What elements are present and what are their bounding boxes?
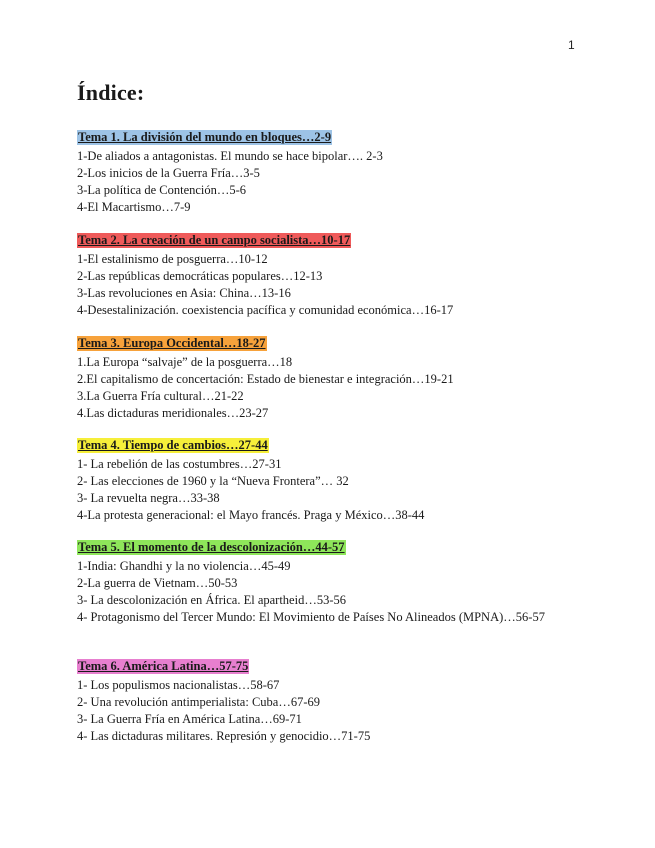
section-heading: Tema 4. Tiempo de cambios…27-44 (78, 438, 268, 452)
toc-section-6 (77, 657, 637, 745)
toc-entry: 2-Las repúblicas democráticas populares…12-13 (77, 269, 323, 283)
section-heading: Tema 1. La división del mundo en bloques…2-9 (78, 130, 332, 144)
toc-entry: 4.Las dictaduras meridionales…23-27 (77, 406, 269, 420)
toc-entry: 3- La Guerra Fría en América Latina…69-71 (77, 712, 302, 726)
toc-entry: 3.La Guerra Fría cultural…21-22 (77, 389, 244, 403)
toc-section-4 (77, 436, 637, 524)
toc-entry: 2-La guerra de Vietnam…50-53 (77, 576, 238, 590)
toc-entry: 3- La revuelta negra…33-38 (77, 491, 220, 505)
toc-entry: 1-De aliados a antagonistas. El mundo se hace bipolar…. 2-3 (77, 149, 383, 163)
toc-entry: 1-India: Ghandhi y la no violencia…45-49 (77, 559, 291, 573)
toc-entry: 4-Desestalinización. coexistencia pacífica y comunidad económica…16-17 (77, 303, 454, 317)
toc-entry: 3- La descolonización en África. El apartheid…53-56 (77, 593, 346, 607)
toc-entry: 1-El estalinismo de posguerra…10-12 (77, 252, 268, 266)
toc-section-2 (77, 231, 637, 319)
toc-entry: 2- Las elecciones de 1960 y la “Nueva Frontera”… 32 (77, 474, 349, 488)
toc-entry: 2-Los inicios de la Guerra Fría…3-5 (77, 166, 260, 180)
document-title: Índice: (77, 80, 145, 105)
toc-entry: 1- Los populismos nacionalistas…58-67 (77, 678, 280, 692)
toc-section-1 (77, 128, 637, 216)
section-heading: Tema 5. El momento de la descolonización…44-57 (78, 540, 345, 554)
toc-entry: 2.El capitalismo de concertación: Estado de bienestar e integración…19-21 (77, 372, 454, 386)
toc-entry: 1- La rebelión de las costumbres…27-31 (77, 457, 282, 471)
toc-entry: 1.La Europa “salvaje” de la posguerra…18 (77, 355, 293, 369)
toc-entry: 3-Las revoluciones en Asia: China…13-16 (77, 286, 291, 300)
section-heading: Tema 3. Europa Occidental…18-27 (78, 336, 266, 350)
toc-entry: 4-El Macartismo…7-9 (77, 200, 191, 214)
page-number: 1 (568, 38, 575, 52)
toc-entry: 2- Una revolución antimperialista: Cuba…67-69 (77, 695, 320, 709)
toc-entry: 4- Las dictaduras militares. Represión y genocidio…71-75 (77, 729, 371, 743)
toc-entry: 4- Protagonismo del Tercer Mundo: El Movimiento de Países No Alineados (MPNA)…56-57 (77, 610, 545, 624)
toc-section-5 (77, 538, 637, 626)
section-heading: Tema 6. América Latina…57-75 (78, 659, 249, 673)
toc-entry: 3-La política de Contención…5-6 (77, 183, 247, 197)
toc-entry: 4-La protesta generacional: el Mayo francés. Praga y México…38-44 (77, 508, 425, 522)
toc-section-3 (77, 334, 637, 422)
section-heading: Tema 2. La creación de un campo socialista…10-17 (78, 233, 351, 247)
